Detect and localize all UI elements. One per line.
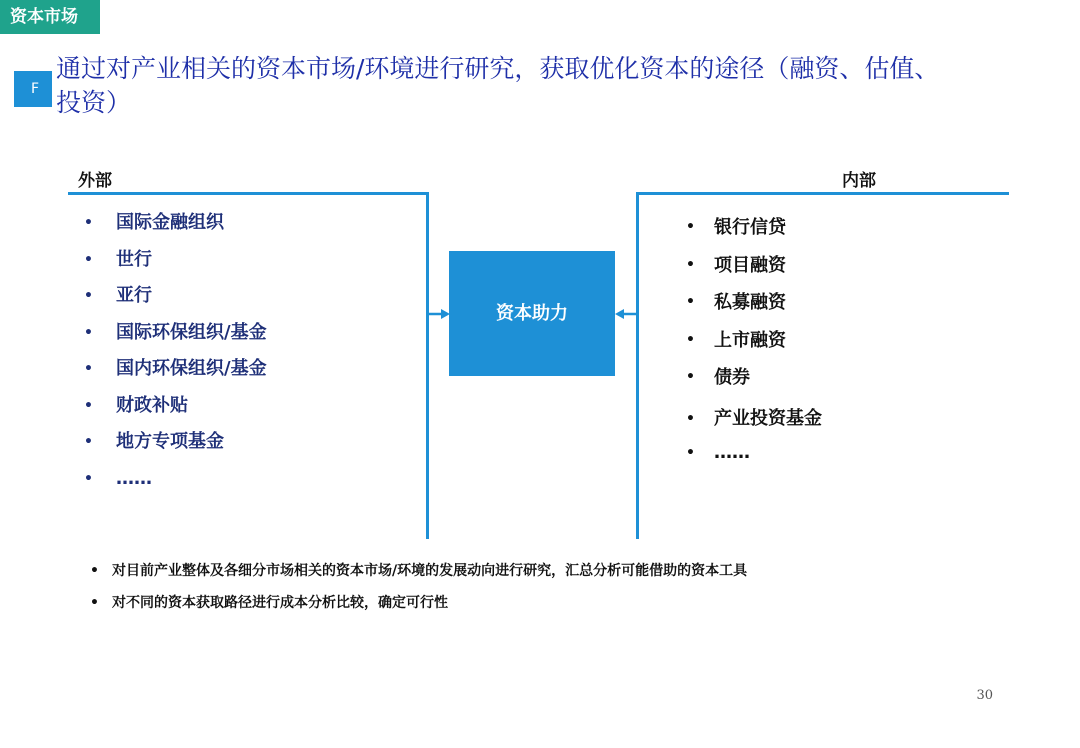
title-line-2: 投资） (56, 88, 132, 117)
internal-item: • 债券 (686, 359, 786, 397)
bullet-icon: • (84, 215, 93, 231)
bullet-icon: • (84, 397, 93, 414)
bullet-icon: • (686, 411, 695, 427)
internal-item: • …… (686, 436, 822, 470)
internal-item: • 上市融资 (686, 322, 786, 360)
external-label: 外部 (78, 171, 112, 191)
bullet-icon: • (686, 331, 695, 348)
title-line-1: 通过对产业相关的资本市场/环境进行研究，获取优化资本的途径（融资、估值、 (56, 54, 940, 83)
bullet-icon: • (686, 256, 695, 273)
capital-boost-box: 资本助力 (449, 251, 615, 376)
bullet-icon: • (84, 361, 93, 377)
bullet-icon: • (84, 324, 93, 341)
internal-item: • 银行信贷 (686, 209, 786, 247)
external-right-rule (426, 192, 429, 539)
bullet-icon: • (90, 563, 99, 579)
external-top-rule (68, 192, 429, 195)
notes-list (90, 555, 747, 619)
external-item: • 财政补贴 (84, 388, 267, 425)
slide-marker: F (14, 71, 56, 107)
external-item: • 国际环保组织/基金 (84, 315, 267, 352)
right-arrow-icon (429, 306, 451, 322)
external-item: • 国际金融组织 (84, 205, 267, 242)
external-item: • …… (84, 461, 267, 498)
external-item: • 地方专项基金 (84, 424, 267, 461)
internal-item: • 私募融资 (686, 284, 786, 322)
external-item: • 亚行 (84, 278, 267, 315)
internal-left-rule (636, 192, 639, 539)
page-number: 30 (976, 688, 993, 703)
bullet-icon: • (90, 595, 99, 611)
internal-item: • 项目融资 (686, 247, 786, 285)
note-item: • 对不同的资本获取路径进行成本分析比较，确定可行性 (90, 587, 747, 619)
section-tag: 资本市场 (0, 0, 100, 34)
bullet-icon: • (686, 294, 695, 310)
slide-title (52, 52, 1036, 120)
bullet-icon: • (686, 219, 695, 235)
external-item: • 国内环保组织/基金 (84, 351, 267, 388)
bullet-icon: • (84, 251, 93, 268)
external-list (84, 205, 267, 497)
internal-label: 内部 (842, 171, 876, 191)
internal-item: • 产业投资基金 (686, 402, 822, 436)
bullet-icon: • (686, 369, 695, 385)
bullet-icon: • (686, 445, 695, 461)
internal-list-extra (686, 402, 822, 470)
bullet-icon: • (84, 470, 93, 487)
note-item: • 对目前产业整体及各细分市场相关的资本市场/环境的发展动向进行研究，汇总分析可能借助的资本工具 (90, 555, 747, 587)
internal-top-rule (636, 192, 1009, 195)
external-item: • 世行 (84, 242, 267, 279)
left-arrow-icon (614, 306, 636, 322)
internal-list-main (686, 209, 786, 397)
bullet-icon: • (84, 434, 93, 450)
bullet-icon: • (84, 288, 93, 304)
